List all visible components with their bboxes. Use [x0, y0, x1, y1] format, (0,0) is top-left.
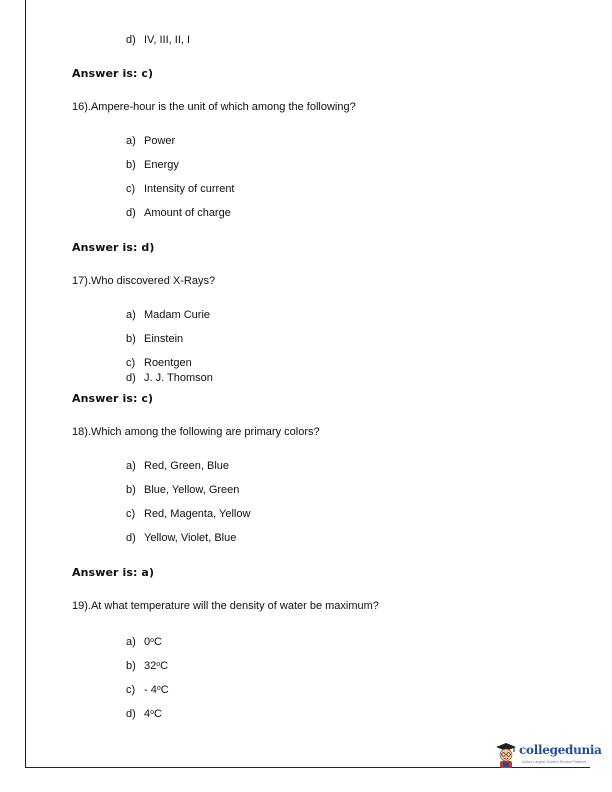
mascot-icon — [494, 741, 518, 769]
q19-question: 19).At what temperature will the density of water be maximum? — [72, 600, 379, 612]
q17-option-a — [126, 309, 210, 322]
q16-answer: Answer is: d) — [72, 241, 155, 254]
option-text: Roentgen — [144, 357, 192, 369]
temperature-value: - 4 — [144, 684, 157, 696]
option-letter: d) — [126, 708, 136, 720]
q18-question: 18).Which among the following are primary colors? — [72, 426, 320, 438]
option-letter: b) — [126, 484, 136, 496]
q19-option-d — [126, 706, 162, 721]
temperature-value: 0 — [144, 636, 151, 648]
q17-option-d — [126, 372, 213, 385]
q16-question: 16).Ampere-hour is the unit of which among the following? — [72, 101, 356, 113]
q16-option-b — [126, 159, 179, 172]
logo-tagline: India's Largest Student Review Platform — [522, 760, 586, 764]
option-text: Einstein — [144, 333, 184, 345]
q18-option-b — [126, 484, 239, 497]
option-letter: d) — [126, 372, 136, 384]
option-letter: b) — [126, 660, 136, 672]
option-text: Blue, Yellow, Green — [144, 484, 240, 496]
option-text: Intensity of current — [144, 183, 235, 195]
option-letter: c) — [126, 508, 136, 520]
option-letter: d) — [126, 207, 136, 219]
temperature-unit: C — [154, 636, 162, 648]
option-letter: a) — [126, 460, 136, 472]
q18-answer: Answer is: a) — [72, 566, 155, 579]
temperature-value: 4 — [144, 708, 151, 720]
q16-option-c — [126, 183, 235, 196]
option-letter: a) — [126, 636, 136, 648]
temperature-unit: C — [160, 660, 169, 672]
temperature-value: 32 — [144, 660, 157, 672]
q15-answer: Answer is: c) — [72, 67, 154, 80]
degree-symbol: o — [150, 637, 155, 644]
q18-option-c — [126, 508, 250, 521]
option-text: Yellow, Violet, Blue — [144, 532, 237, 544]
option-letter: d) — [126, 34, 136, 46]
q15-option-d — [126, 34, 190, 47]
degree-symbol: o — [156, 661, 161, 668]
option-text: IV, III, II, I — [144, 34, 191, 46]
q17-answer: Answer is: c) — [72, 392, 154, 405]
option-letter: b) — [126, 333, 136, 345]
option-text: Amount of charge — [144, 207, 231, 219]
option-letter: c) — [126, 684, 136, 696]
q19-option-b — [126, 658, 168, 673]
option-letter: c) — [126, 357, 136, 369]
q18-option-a — [126, 460, 229, 473]
q19-option-a — [126, 634, 162, 649]
option-text: Power — [144, 135, 176, 147]
q17-question: 17).Who discovered X-Rays? — [72, 275, 216, 287]
option-text: Red, Magenta, Yellow — [144, 508, 251, 520]
q16-option-a — [126, 135, 175, 148]
option-letter: d) — [126, 532, 136, 544]
option-text: Red, Green, Blue — [144, 460, 229, 472]
option-letter: a) — [126, 135, 136, 147]
collegedunia-logo[interactable] — [494, 741, 602, 771]
temperature-unit: C — [160, 684, 169, 696]
option-letter: c) — [126, 183, 136, 195]
logo-wordmark: collegedunia — [519, 743, 602, 757]
temperature-unit: C — [154, 708, 162, 720]
page-border-left — [25, 0, 26, 768]
option-text: J. J. Thomson — [144, 372, 213, 384]
q19-option-c — [126, 682, 169, 697]
q18-option-d — [126, 532, 236, 545]
degree-symbol: o — [156, 685, 161, 692]
option-text: Madam Curie — [144, 309, 211, 321]
q17-option-c — [126, 357, 192, 370]
option-letter: a) — [126, 309, 136, 321]
q17-option-b — [126, 333, 183, 346]
option-text: Energy — [144, 159, 179, 171]
option-letter: b) — [126, 159, 136, 171]
degree-symbol: o — [150, 709, 155, 716]
q16-option-d — [126, 207, 231, 220]
